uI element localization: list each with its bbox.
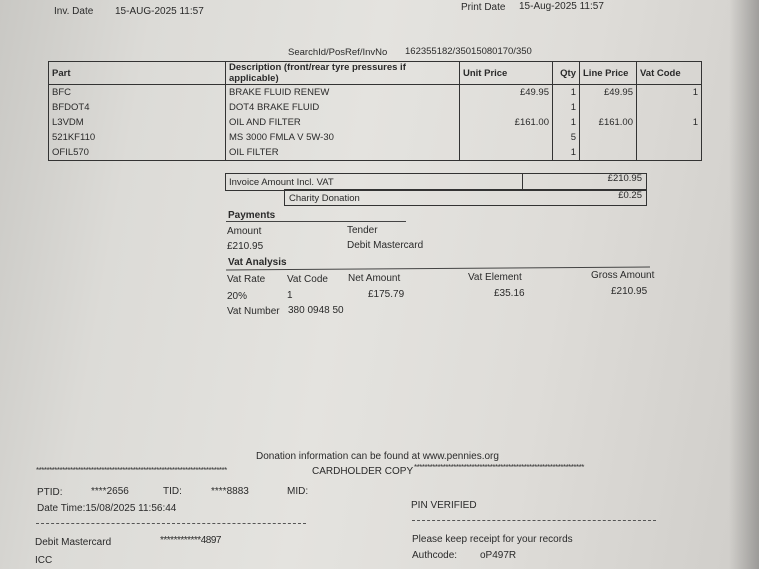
description-cell: BRAKE FLUID RENEW — [226, 85, 460, 101]
vat-element-value: £35.16 — [494, 288, 525, 299]
inv-date-value: 15-AUG-2025 11:57 — [115, 6, 204, 17]
pin-verified: PIN VERIFIED — [411, 500, 477, 511]
vat-analysis-underline — [226, 267, 650, 271]
unit-price-cell: £161.00 — [460, 115, 553, 130]
search-id-value: 162355182/35015080170/350 — [405, 46, 532, 57]
gross-amount-value: £210.95 — [611, 286, 648, 297]
authcode-label: Authcode: — [412, 550, 458, 561]
invoice-total-divider — [522, 174, 523, 190]
vat-code-cell: 1 — [637, 115, 702, 130]
items-table — [48, 61, 702, 161]
table-row — [49, 130, 702, 145]
items-header-row — [49, 62, 702, 85]
icc-label: ICC — [35, 555, 53, 566]
transaction-datetime: Date Time:15/08/2025 11:56:44 — [37, 503, 177, 514]
donation-info: Donation information can be found at www.pennies.org — [256, 451, 499, 462]
net-amount-header: Net Amount — [348, 273, 401, 284]
vat-analysis-title: Vat Analysis — [228, 257, 287, 268]
part-cell: BFC — [49, 85, 226, 101]
line-price-cell: £161.00 — [580, 115, 637, 130]
vat-code-header: Vat Code — [287, 274, 328, 285]
invoice-total-value: £210.95 — [607, 173, 642, 184]
vat-number-label: Vat Number — [227, 306, 280, 317]
col-qty: Qty — [553, 62, 580, 85]
payments-title: Payments — [228, 210, 276, 221]
vat-code-cell — [637, 130, 702, 145]
vat-code-cell — [637, 145, 702, 161]
card-number: ************4897 — [160, 535, 221, 546]
unit-price-cell — [460, 145, 553, 161]
qty-cell: 5 — [553, 130, 580, 145]
ptid-value: ****2656 — [91, 486, 129, 497]
tid-label: TID: — [163, 486, 182, 497]
vat-element-header: Vat Element — [468, 272, 522, 283]
unit-price-cell — [460, 130, 553, 145]
vat-rate-header: Vat Rate — [227, 274, 266, 285]
col-line-price: Line Price — [580, 62, 637, 85]
line-price-cell — [580, 145, 637, 161]
table-row — [49, 85, 702, 101]
search-id-label: SearchId/PosRef/InvNo — [288, 47, 388, 58]
qty-cell: 1 — [553, 85, 580, 101]
inv-date-label: Inv. Date — [54, 6, 94, 17]
separator-right — [412, 520, 656, 521]
vat-code-cell: 1 — [637, 85, 702, 101]
table-row — [49, 115, 702, 130]
part-cell: L3VDM — [49, 115, 226, 130]
charity-box — [284, 189, 647, 206]
payment-tender-value: Debit Mastercard — [347, 240, 424, 251]
part-cell: BFDOT4 — [49, 100, 226, 115]
separator-left — [36, 523, 306, 524]
page-edge-shadow — [729, 0, 759, 569]
description-cell: OIL FILTER — [226, 145, 460, 161]
dotted-separator-left: ************************************************************************* — [36, 466, 227, 475]
cardholder-copy: CARDHOLDER COPY — [312, 466, 414, 477]
qty-cell: 1 — [553, 100, 580, 115]
description-cell: MS 3000 FMLA V 5W-30 — [226, 130, 460, 145]
vat-code-cell — [637, 100, 702, 115]
card-type: Debit Mastercard — [35, 537, 112, 548]
qty-cell: 1 — [553, 145, 580, 161]
ptid-label: PTID: — [37, 487, 63, 498]
invoice-total-label: Invoice Amount Incl. VAT — [229, 177, 334, 188]
description-cell: OIL AND FILTER — [226, 115, 460, 130]
payment-amount-value: £210.95 — [227, 241, 264, 252]
payment-amount-label: Amount — [227, 226, 262, 237]
description-cell: DOT4 BRAKE FLUID — [226, 100, 460, 115]
vat-number-value: 380 0948 50 — [288, 305, 344, 316]
col-part: Part — [49, 62, 226, 85]
qty-cell: 1 — [553, 115, 580, 130]
line-price-cell — [580, 130, 637, 145]
unit-price-cell — [460, 100, 553, 115]
authcode-value: oP497R — [480, 550, 517, 561]
table-row — [49, 100, 702, 115]
charity-label: Charity Donation — [289, 193, 360, 204]
part-cell: OFIL570 — [49, 145, 226, 161]
line-price-cell — [580, 100, 637, 115]
part-cell: 521KF110 — [49, 130, 226, 145]
payments-underline — [226, 221, 406, 222]
unit-price-cell: £49.95 — [460, 85, 553, 101]
vat-rate-value: 20% — [227, 291, 248, 302]
line-price-cell: £49.95 — [580, 85, 637, 101]
table-row — [49, 145, 702, 161]
gross-amount-header: Gross Amount — [591, 270, 655, 281]
net-amount-value: £175.79 — [368, 289, 405, 300]
dotted-separator-right: ***************************************************************** — [414, 463, 584, 472]
keep-receipt-note: Please keep receipt for your records — [412, 534, 573, 545]
payment-tender-label: Tender — [347, 225, 378, 236]
print-date-value: 15-Aug-2025 11:57 — [519, 1, 604, 12]
mid-label: MID: — [287, 486, 309, 497]
charity-value: £0.25 — [618, 190, 642, 201]
tid-value: ****8883 — [211, 486, 249, 497]
vat-code-value: 1 — [287, 290, 293, 301]
col-description: Description (front/rear tyre pressures if applicable) — [226, 62, 460, 85]
col-vat-code: Vat Code — [637, 62, 702, 85]
col-unit-price: Unit Price — [460, 62, 553, 85]
print-date-label: Print Date — [461, 2, 506, 13]
